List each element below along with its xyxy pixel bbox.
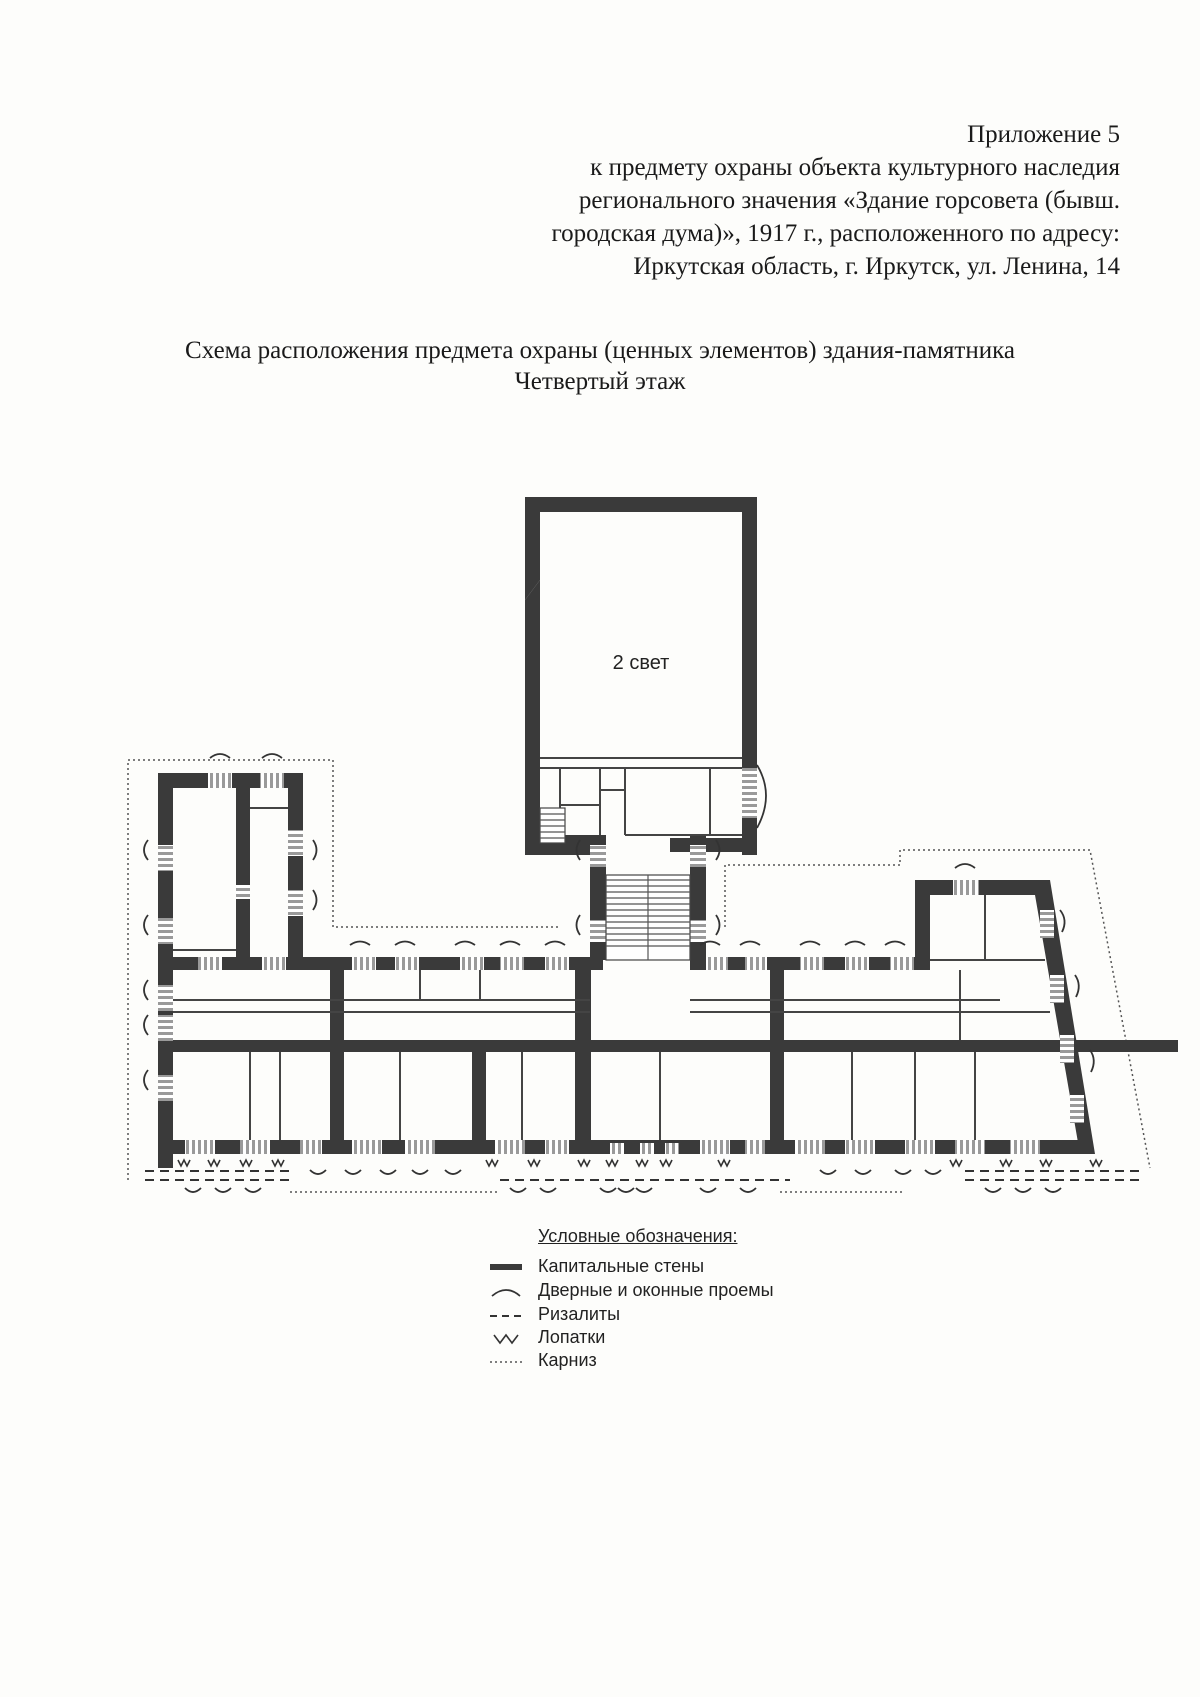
pilaster-marks — [178, 1160, 1102, 1166]
dashed-line-icon — [488, 1306, 524, 1324]
solid-wall-bar-icon — [488, 1258, 524, 1276]
legend-item-openings — [488, 1280, 908, 1302]
scheme-title-line-1: Схема расположения предмета охраны (ценных элементов) здания-памятника — [185, 337, 1015, 364]
double-v-icon — [488, 1329, 524, 1347]
annex-line-3: регионального значения «Здание горсовета (бывш. — [578, 187, 1120, 214]
staircase — [540, 808, 690, 960]
annex-line-1: Приложение 5 — [967, 121, 1120, 148]
opening-arcs — [144, 754, 1094, 1192]
legend-label-capital-walls: Капитальные стены — [538, 1256, 705, 1276]
legend-label-openings: Дверные и оконные проемы — [538, 1280, 774, 1300]
cornice-lines — [128, 760, 1150, 1192]
capital-walls — [158, 497, 1178, 1168]
scheme-title-line-2: Четвертый этаж — [514, 368, 686, 395]
risalit-lines — [145, 1171, 1140, 1180]
annex-line-4: городская дума)», 1917 г., расположенного по адресу: — [551, 220, 1120, 247]
arc-icon — [488, 1282, 524, 1300]
legend-item-capital-walls — [488, 1256, 908, 1278]
annex-line-5: Иркутская область, г. Иркутск, ул. Ленина, 14 — [633, 253, 1120, 280]
dotted-line-icon — [488, 1352, 524, 1370]
annex-line-2: к предмету охраны объекта культурного наследия — [590, 154, 1120, 181]
legend-label-risalits: Ризалиты — [538, 1304, 621, 1324]
room-label-2-svet: 2 свет — [612, 652, 670, 674]
legend-item-pilasters — [488, 1327, 908, 1349]
legend-title: Условные обозначения: — [538, 1226, 738, 1246]
legend-item-risalits — [488, 1304, 908, 1326]
legend-label-cornice: Карниз — [538, 1350, 597, 1370]
legend-item-cornice — [488, 1350, 908, 1372]
legend-label-pilasters: Лопатки — [538, 1327, 606, 1347]
